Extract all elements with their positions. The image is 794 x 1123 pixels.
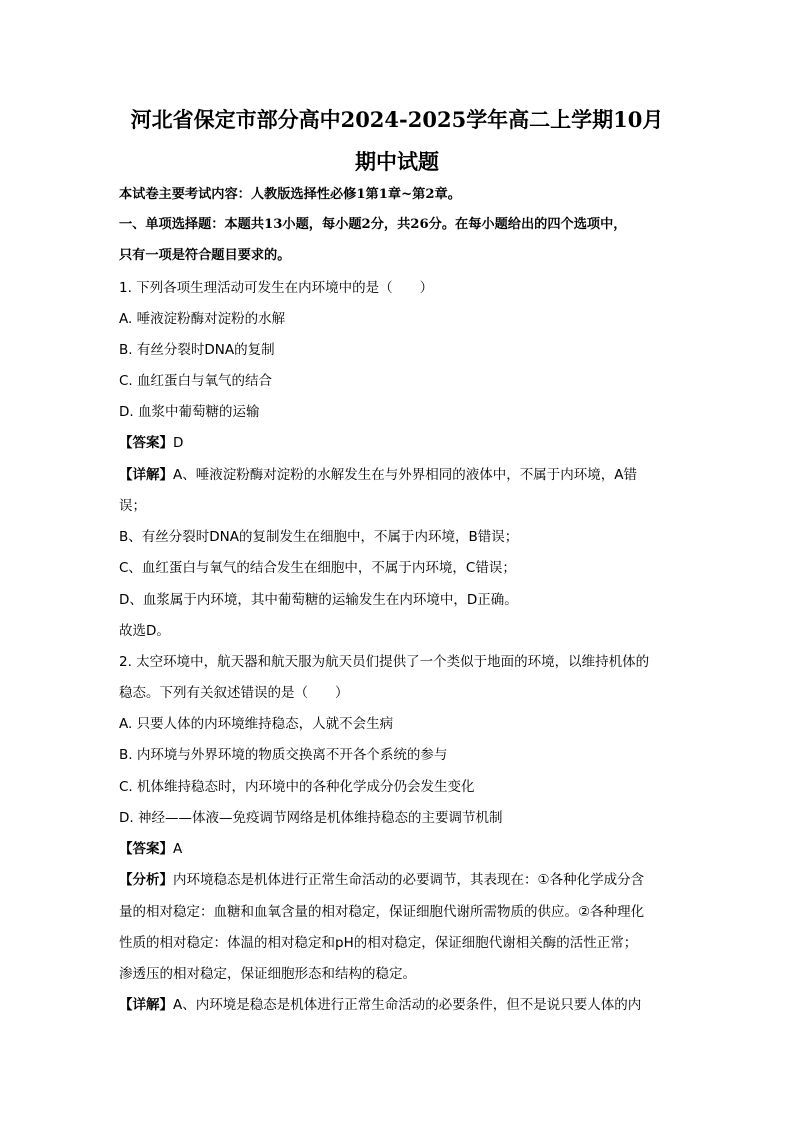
question-2-analysis-line: 渗透压的相对稳定，保证细胞形态和结构的稳定。: [119, 966, 416, 982]
analysis-text: 内环境稳态是机体进行正常生命活动的必要调节，其表现在：①各种化学成分含: [173, 872, 645, 888]
question-2-analysis-line: 性质的相对稳定：体温的相对稳定和pH的相对稳定，保证细胞代谢相关酶的活性正常；: [119, 935, 638, 951]
question-1-detail-line: D、血浆属于内环境，其中葡萄糖的运输发生在内环境中，D正确。: [119, 592, 518, 608]
answer-value: A: [173, 841, 183, 857]
question-2-option-c: C. 机体维持稳态时，内环境中的各种化学成分仍会发生变化: [119, 779, 475, 795]
question-1-option-a: A. 唾液淀粉酶对淀粉的水解: [119, 311, 286, 327]
section-heading-cont: 只有一项是符合题目要求的。: [119, 248, 291, 263]
detail-text: A、唾液淀粉酶对淀粉的水解发生在与外界相同的液体中，不属于内环境，A错: [173, 467, 637, 483]
question-1-conclusion: 故选D。: [119, 623, 170, 639]
question-1-detail-line: C、血红蛋白与氧气的结合发生在细胞中，不属于内环境，C错误；: [119, 560, 516, 576]
question-2-stem-cont: 稳态。下列有关叙述错误的是（ ）: [119, 685, 349, 701]
document-title: 河北省保定市部分高中2024-2025学年高二上学期10月: [130, 107, 664, 132]
question-2-stem: 2. 太空环境中，航天器和航天服为航天员们提供了一个类似于地面的环境，以维持机体的: [119, 654, 650, 670]
question-2-option-a: A. 只要人体的内环境维持稳态，人就不会生病: [119, 716, 394, 732]
question-1-answer: [119, 433, 183, 453]
question-1-detail-line: B、有丝分裂时DNA的复制发生在细胞中，不属于内环境，B错误；: [119, 529, 519, 545]
detail-tag: 【详解】: [119, 467, 173, 483]
question-1-detail: [119, 465, 637, 485]
question-1-option-b: B. 有丝分裂时DNA的复制: [119, 342, 275, 358]
answer-tag: 【答案】: [119, 435, 173, 451]
question-2-option-b: B. 内环境与外界环境的物质交换离不开各个系统的参与: [119, 747, 448, 763]
question-1-detail-line: 误；: [119, 498, 146, 514]
question-2-option-d: D. 神经——体液—免疫调节网络是机体维持稳态的主要调节机制: [119, 810, 503, 826]
question-1-option-d: D. 血浆中葡萄糖的运输: [119, 404, 260, 420]
exam-scope: 本试卷主要考试内容：人教版选择性必修1第1章~第2章。: [119, 187, 461, 202]
detail-tag: 【详解】: [119, 997, 173, 1013]
section-heading: 一、单项选择题：本题共13小题，每小题2分，共26分。在每小题给出的四个选项中，: [119, 217, 627, 232]
answer-tag: 【答案】: [119, 841, 173, 857]
answer-value: D: [173, 435, 184, 451]
question-2-answer: [119, 839, 182, 859]
question-2-analysis-line: 量的相对稳定：血糖和血氧含量的相对稳定，保证细胞代谢所需物质的供应。②各种理化: [119, 904, 645, 920]
analysis-tag: 【分析】: [119, 872, 173, 888]
question-2-detail: [119, 995, 641, 1015]
document-subtitle: 期中试题: [355, 149, 439, 174]
question-2-analysis: [119, 870, 644, 890]
detail-text: A、内环境是稳态是机体进行正常生命活动的必要条件，但不是说只要人体的内: [173, 997, 642, 1013]
question-1-stem: 1. 下列各项生理活动可发生在内环境中的是（ ）: [119, 280, 434, 296]
question-1-option-c: C. 血红蛋白与氧气的结合: [119, 373, 273, 389]
